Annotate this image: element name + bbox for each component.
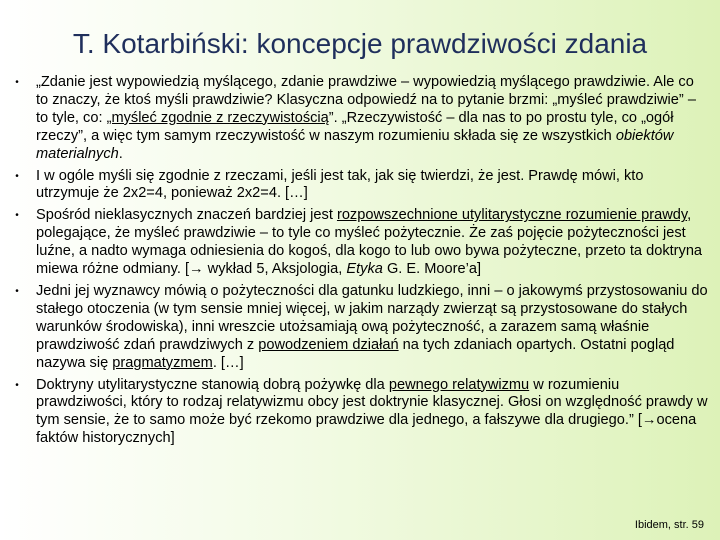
bullet-text: Spośród nieklasycznych znaczeń bardziej jest: [36, 207, 337, 224]
underlined-phrase: „myśleć zgodnie z rzeczywistością: [106, 109, 329, 126]
bullet-marker: •: [15, 210, 19, 222]
bullet-text: I w ogóle myśli się zgodnie z rzeczami, jeśli jest tak, jak się twierdzi, że jest. Prawdę mówi, kto utrzymuje że 2x2=4, ponieważ 2x2=4. […]: [36, 167, 644, 202]
bullet-text: . […]: [212, 354, 244, 371]
italic-phrase: obiektów materialnych: [36, 127, 674, 162]
bullet-item: [10, 74, 710, 164]
bullet-item: [10, 207, 710, 279]
bullet-text: ”. „Rzeczywistość – dla nas to po prostu tyle, co „ogół rzeczy”, a więc tym samym rzeczywistość w naszym rozumieniu składa się ze wszystkich: [36, 109, 674, 144]
bullet-text: Jedni jej wyznawcy mówią o pożyteczności dla gatunku ludzkiego, inni – o jakowymś przystosowaniu do stałego otoczenia (w tym sensie mniej więcej, w jakim narządy zwierząt są przystosowane do stałych warunków środowiska), inni wreszcie utożsamiają ową pożyteczność, a zarazem samą właśnie prawdziwość zdań prawdziwych z: [36, 282, 708, 353]
bullet-marker: •: [15, 77, 19, 88]
bullet-item: [10, 377, 710, 449]
bullet-text: .: [118, 145, 123, 162]
bullet-marker: •: [15, 170, 19, 182]
bullet-item: [10, 283, 710, 373]
bullet-item: [10, 168, 710, 204]
underlined-phrase: powodzeniem działań: [258, 336, 399, 353]
underlined-phrase: rozpowszechnione utylitarystyczne rozumienie prawdy: [336, 207, 688, 224]
slide-title: T. Kotarbiński: koncepcje prawdziwości zdania: [72, 28, 648, 59]
bullet-text: Doktryny utylitarystyczne stanowią dobrą pożywkę dla: [36, 376, 389, 393]
bullet-text: , polegające, że myśleć prawdziwie – to tyle co myśleć pożytecznie. Że zaś pojęcie pożyteczności jest luźne, a nadto wymaga odniesienia do kogoś, dla kogo to lub owo bywa pożyteczne, przeto ta doktryna miewa różne odmiany. [→ wykład 5, Aksjologia,: [36, 207, 703, 278]
bullet-text: w rozumieniu prawdziwości, który to rodzaj relatywizmu obcy jest doktrynie klasycznej. Głosi on względność prawdy w tym sensie, że to samo może być rzekomo prawdziwe dla jednego, a fałszywe dla drugiego.” [→ocena faktów historycznych]: [36, 376, 708, 447]
bullet-text: „Zdanie jest wypowiedzią myślącego, zdanie prawdziwe – wypowiedzią myślącego prawdziwie. Ale co to znaczy, że ktoś myśli prawdziwie? Klasyczna odpowiedź na to pytanie brzmi: „myśleć prawdziwie” – to tyle, co:: [36, 74, 696, 126]
bullet-marker: •: [15, 379, 19, 391]
underlined-phrase: pragmatyzmem: [112, 354, 213, 371]
italic-phrase: Etyka: [346, 261, 383, 278]
bullet-marker: •: [15, 285, 19, 297]
bullet-text: G. E. Moore’a]: [382, 261, 482, 278]
bullet-list: [10, 74, 710, 452]
underlined-phrase: pewnego relatywizmu: [388, 376, 530, 393]
bullet-text: na tych zdaniach opartych. Ostatni pogląd nazywa się: [36, 336, 675, 371]
source-citation: Ibidem, str. 59: [634, 519, 704, 531]
